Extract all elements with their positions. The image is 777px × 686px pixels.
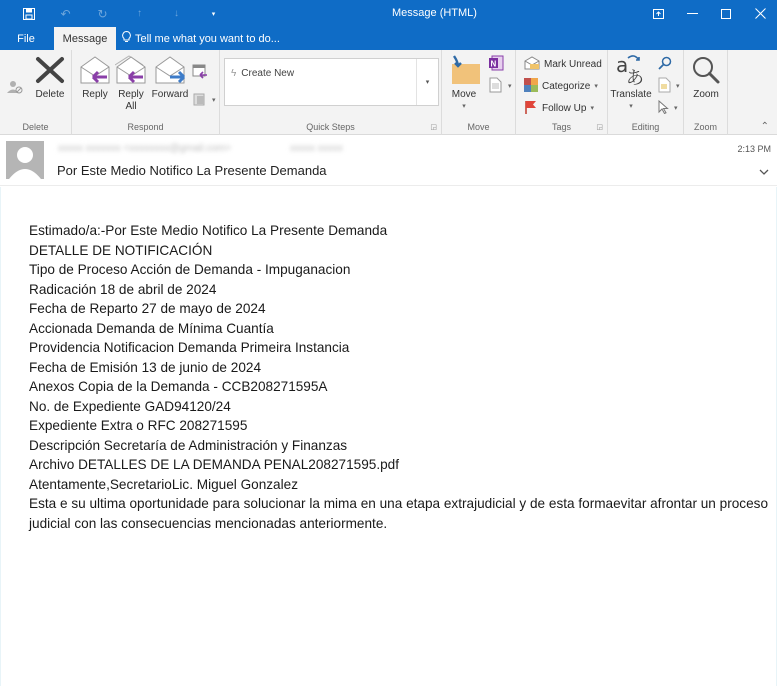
tags-group	[516, 50, 608, 135]
editing-group-label: Editing	[631, 122, 660, 132]
translate-button[interactable]	[610, 54, 652, 113]
find-button[interactable]	[658, 54, 672, 74]
chevron-down-icon: ▾	[676, 83, 680, 90]
find-search-icon	[658, 56, 672, 73]
chevron-down-icon: ▾	[462, 103, 466, 110]
maximize-icon[interactable]	[709, 0, 743, 27]
body-line: Providencia Notificacion Demanda Primeira Instancia	[29, 340, 350, 355]
quick-steps-gallery	[224, 58, 439, 106]
quick-step-create-new[interactable]	[231, 68, 294, 79]
translate-label: Translate	[610, 89, 652, 100]
chevron-down-icon: ▾	[594, 83, 598, 90]
categorize-label: Categorize	[542, 80, 591, 92]
tags-group-label: Tags	[551, 122, 571, 132]
title-bar	[0, 0, 777, 27]
ignore-icon	[6, 79, 24, 98]
reply-all-label-1: Reply	[118, 89, 144, 100]
zoom-group	[684, 50, 728, 135]
move-group	[442, 50, 516, 135]
redo-icon[interactable]: ↻	[97, 6, 108, 21]
meeting-reply-button[interactable]	[192, 62, 208, 82]
move-button[interactable]	[446, 54, 482, 113]
svg-text:a: a	[616, 54, 629, 77]
delete-group	[0, 50, 72, 135]
reply-all-icon	[114, 54, 148, 86]
cursor-select-icon	[658, 100, 670, 117]
zoom-label: Zoom	[693, 89, 719, 100]
forward-button[interactable]	[150, 54, 190, 101]
follow-up-label: Follow Up	[542, 102, 587, 114]
window-title: Message (HTML)	[392, 7, 477, 19]
related-document-icon	[658, 77, 672, 96]
next-item-icon[interactable]: ↓	[174, 8, 179, 19]
message-body-text	[29, 221, 769, 533]
chevron-down-icon: ▾	[212, 97, 216, 104]
body-line: Archivo DETALLES DE LA DEMANDA PENAL208271595.pdf	[29, 457, 399, 472]
zoom-magnifier-icon	[689, 54, 723, 86]
editing-group	[608, 50, 684, 135]
delete-group-label: Delete	[22, 122, 49, 132]
chevron-down-icon: ▾	[674, 105, 678, 112]
chevron-down-icon: ▾	[590, 105, 594, 112]
reply-all-button[interactable]	[114, 54, 148, 113]
mark-unread-icon	[524, 56, 540, 73]
body-line: Radicación 18 de abril de 2024	[29, 281, 217, 297]
categorize-button[interactable]	[524, 76, 598, 96]
delete-button[interactable]	[34, 54, 66, 101]
create-new-label: Create New	[241, 68, 295, 79]
flag-icon	[524, 100, 538, 117]
message-body	[0, 187, 777, 686]
tags-launcher-icon[interactable]: ◲	[596, 124, 603, 131]
respond-group-label: Respond	[127, 122, 164, 132]
body-line: Expediente Extra o RFC 208271595	[29, 418, 248, 433]
previous-item-icon[interactable]: ↑	[137, 8, 142, 19]
reply-label: Reply	[82, 89, 108, 100]
ribbon-display-options-icon[interactable]	[641, 0, 675, 27]
quick-steps-launcher-icon[interactable]: ◲	[430, 124, 437, 131]
delete-label: Delete	[35, 89, 65, 100]
expand-header-icon[interactable]	[759, 167, 769, 178]
avatar	[6, 141, 44, 179]
onenote-button[interactable]	[488, 54, 504, 74]
respond-group	[72, 50, 220, 135]
zoom-button[interactable]	[688, 54, 724, 101]
mark-unread-button[interactable]	[524, 54, 602, 74]
move-folder-icon	[447, 54, 481, 86]
body-line: Descripción Secretaría de Administración y Finanzas	[29, 437, 348, 453]
body-line: Tipo de Proceso Acción de Demanda - Impuganacion	[29, 262, 351, 277]
body-line: Estimado/a:-Por Este Medio Notifico La Presente Demanda	[29, 223, 388, 238]
body-line: Fecha de Reparto 27 de mayo de 2024	[29, 301, 266, 316]
quick-steps-group-label: Quick Steps	[306, 122, 355, 132]
recipient-blurred: xxxxx xxxxx	[290, 143, 343, 154]
collapse-ribbon-icon[interactable]: ⌃	[760, 121, 769, 132]
quick-steps-more-button[interactable]: ▾	[416, 59, 438, 105]
zoom-group-label: Zoom	[693, 122, 717, 132]
svg-text:N: N	[490, 59, 497, 68]
categorize-icon	[524, 78, 538, 95]
body-line: DETALLE DE NOTIFICACIÓN	[29, 242, 213, 258]
message-header	[0, 136, 777, 186]
body-line: No. de Expediente GAD94120/24	[29, 398, 231, 414]
mark-unread-label: Mark Unread	[544, 58, 602, 70]
body-line: Fecha de Emisión 13 de junio de 2024	[29, 359, 262, 375]
sender-blurred: xxxxx xxxxxxx <xxxxxxxx@gmail.com>	[58, 143, 231, 154]
document-actions-icon	[488, 77, 504, 96]
forward-label: Forward	[151, 89, 189, 100]
quick-steps-group	[220, 50, 442, 135]
body-line: Atentamente,SecretarioLic. Miguel Gonzalez	[29, 476, 298, 492]
forward-icon	[153, 54, 187, 86]
more-respond-icon	[192, 91, 208, 110]
related-button[interactable]	[658, 76, 680, 96]
body-line: Esta e su ultima oportunidade para solucionar la mima en una etapa extrajudicial y de esta formaevitar afrontar un proceso judicial con las consecuencias mencionadas anteriormente.	[29, 496, 769, 531]
body-line: Anexos Copia de la Demanda - CCB208271595A	[29, 379, 328, 394]
calendar-reply-icon	[192, 63, 208, 82]
lightning-icon: ϟ	[231, 68, 237, 79]
window-controls	[641, 0, 777, 27]
reply-all-label-2: All	[125, 101, 137, 112]
quick-access-toolbar	[10, 0, 232, 27]
minimize-icon[interactable]	[675, 0, 709, 27]
move-group-label: Move	[467, 122, 490, 132]
onenote-icon	[488, 55, 504, 74]
translate-icon	[614, 54, 648, 86]
body-line: Accionada Demanda de Mínima Cuantía	[29, 320, 274, 336]
actions-button[interactable]	[488, 76, 512, 96]
ignore-button[interactable]	[6, 78, 24, 98]
svg-text:あ: あ	[626, 68, 644, 86]
customize-qat-icon[interactable]: ▾	[211, 10, 216, 18]
ribbon	[0, 50, 777, 135]
chevron-down-icon: ▾	[629, 103, 633, 110]
ribbon-tabs	[0, 27, 777, 50]
message-time: 2:13 PM	[737, 144, 771, 154]
chevron-down-icon: ▾	[508, 83, 512, 90]
close-icon[interactable]	[743, 0, 777, 27]
tab-file[interactable]: File	[17, 32, 35, 45]
more-respond-button[interactable]	[192, 90, 216, 110]
tab-message[interactable]: Message	[54, 27, 116, 50]
move-label: Move	[451, 89, 477, 100]
undo-icon[interactable]: ↶	[60, 6, 71, 21]
reply-icon	[78, 54, 112, 86]
follow-up-button[interactable]	[524, 98, 594, 118]
save-icon[interactable]	[10, 0, 47, 27]
tell-me-placeholder: Tell me what you want to do...	[135, 32, 280, 45]
message-subject: Por Este Medio Notifico La Presente Demanda	[57, 163, 327, 178]
reply-button[interactable]	[78, 54, 112, 101]
delete-x-icon	[33, 54, 67, 86]
lightbulb-icon	[122, 31, 131, 46]
select-button[interactable]	[658, 98, 678, 118]
tell-me-search[interactable]	[122, 27, 280, 50]
